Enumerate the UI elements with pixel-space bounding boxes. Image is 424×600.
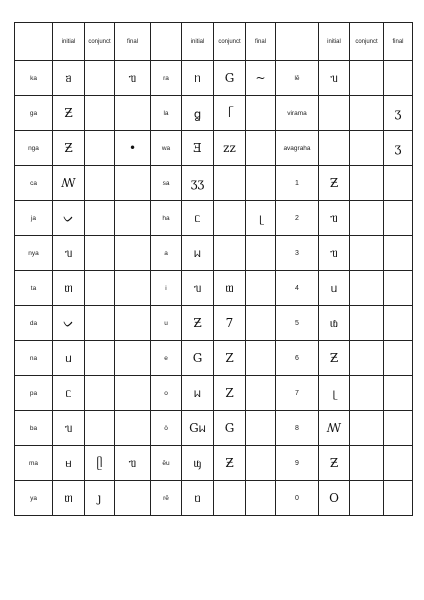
- row-label: ya: [15, 481, 53, 516]
- glyph-cell: [246, 166, 276, 201]
- row-label: lĕ: [276, 61, 319, 96]
- column-header: initial: [182, 23, 214, 61]
- glyph-cell: [85, 341, 115, 376]
- script-table: [14, 22, 413, 516]
- glyph-cell: ᨆ: [53, 201, 85, 236]
- table-row: [15, 341, 413, 376]
- glyph-cell: [246, 481, 276, 516]
- row-label: pa: [15, 376, 53, 411]
- glyph-cell: ᥕ: [182, 236, 214, 271]
- glyph-cell: [246, 341, 276, 376]
- glyph-cell: ᥙ: [319, 271, 350, 306]
- row-label: ca: [15, 166, 53, 201]
- row-label: u: [151, 306, 182, 341]
- glyph-cell: [350, 271, 384, 306]
- glyph-cell: Ƶ: [319, 446, 350, 481]
- glyph-cell: ꬶ: [182, 96, 214, 131]
- glyph-cell: [384, 481, 413, 516]
- glyph-cell: [115, 271, 151, 306]
- glyph-cell: ᥛ: [53, 446, 85, 481]
- table-row: [15, 236, 413, 271]
- column-header: conjunct: [85, 23, 115, 61]
- glyph-cell: ᥔ: [319, 61, 350, 96]
- row-label: 5: [276, 306, 319, 341]
- glyph-cell: ᥒ: [182, 61, 214, 96]
- glyph-cell: [384, 61, 413, 96]
- row-label: e: [151, 341, 182, 376]
- row-label: 1: [276, 166, 319, 201]
- glyph-cell: [350, 376, 384, 411]
- row-label: ta: [15, 271, 53, 306]
- glyph-cell: [85, 166, 115, 201]
- table-row: [15, 201, 413, 236]
- glyph-cell: [319, 96, 350, 131]
- table-row: [15, 411, 413, 446]
- glyph-cell: [246, 446, 276, 481]
- table-row: [15, 131, 413, 166]
- glyph-cell: [115, 411, 151, 446]
- glyph-cell: ᥓ: [115, 446, 151, 481]
- row-label: la: [151, 96, 182, 131]
- table-row: [15, 376, 413, 411]
- table-row: [15, 96, 413, 131]
- glyph-cell: ᥕ: [182, 376, 214, 411]
- glyph-cell: [115, 341, 151, 376]
- glyph-cell: 7: [214, 306, 246, 341]
- glyph-cell: [115, 166, 151, 201]
- glyph-cell: [350, 411, 384, 446]
- glyph-cell: [384, 201, 413, 236]
- row-label: sa: [151, 166, 182, 201]
- glyph-cell: ~: [246, 61, 276, 96]
- row-label: na: [15, 341, 53, 376]
- row-label: da: [15, 306, 53, 341]
- glyph-cell: ᥨ: [319, 376, 350, 411]
- row-label: virama: [276, 96, 319, 131]
- column-header: initial: [53, 23, 85, 61]
- glyph-cell: ᥨ: [246, 201, 276, 236]
- glyph-cell: •: [115, 131, 151, 166]
- glyph-cell: [384, 166, 413, 201]
- glyph-cell: ᥓ: [319, 236, 350, 271]
- glyph-cell: [85, 306, 115, 341]
- column-header: final: [115, 23, 151, 61]
- glyph-cell: [115, 236, 151, 271]
- glyph-cell: ᥑ: [53, 61, 85, 96]
- glyph-cell: [246, 306, 276, 341]
- glyph-cell: ʒ: [384, 96, 413, 131]
- column-header: [276, 23, 319, 61]
- row-label: ĕu: [151, 446, 182, 481]
- glyph-cell: ʒ: [384, 131, 413, 166]
- glyph-cell: [85, 201, 115, 236]
- glyph-cell: [384, 341, 413, 376]
- glyph-cell: [85, 131, 115, 166]
- glyph-cell: [350, 96, 384, 131]
- glyph-cell: [85, 96, 115, 131]
- glyph-cell: [115, 306, 151, 341]
- glyph-cell: Ǝ: [182, 131, 214, 166]
- row-label: ga: [15, 96, 53, 131]
- glyph-cell: [214, 166, 246, 201]
- glyph-cell: [384, 446, 413, 481]
- glyph-cell: [350, 61, 384, 96]
- row-label: ja: [15, 201, 53, 236]
- glyph-cell: [350, 131, 384, 166]
- glyph-cell: [350, 481, 384, 516]
- row-label: 7: [276, 376, 319, 411]
- table-row: [15, 306, 413, 341]
- glyph-cell: ᥫ: [85, 446, 115, 481]
- row-label: a: [151, 236, 182, 271]
- row-label: i: [151, 271, 182, 306]
- column-header: final: [246, 23, 276, 61]
- glyph-cell: ᥓ: [319, 201, 350, 236]
- row-label: wa: [151, 131, 182, 166]
- glyph-cell: [85, 236, 115, 271]
- column-header: [15, 23, 53, 61]
- glyph-cell: [214, 236, 246, 271]
- row-label: 8: [276, 411, 319, 446]
- row-label: nya: [15, 236, 53, 271]
- glyph-cell: Ƶ: [214, 446, 246, 481]
- row-label: 4: [276, 271, 319, 306]
- table-row: [15, 271, 413, 306]
- glyph-cell: [246, 236, 276, 271]
- glyph-cell: G: [214, 61, 246, 96]
- glyph-cell: ᥙ: [53, 341, 85, 376]
- glyph-cell: ᥴ: [182, 201, 214, 236]
- column-header: [151, 23, 182, 61]
- row-label: ma: [15, 446, 53, 481]
- glyph-cell: [384, 271, 413, 306]
- glyph-cell: ᥔ: [182, 271, 214, 306]
- glyph-cell: Ƶ: [319, 341, 350, 376]
- glyph-cell: [384, 306, 413, 341]
- glyph-cell: ᥗ: [214, 271, 246, 306]
- column-header: conjunct: [214, 23, 246, 61]
- glyph-cell: ȷ: [85, 481, 115, 516]
- row-label: o: [151, 376, 182, 411]
- table-row: [15, 481, 413, 516]
- glyph-cell: [214, 201, 246, 236]
- glyph-cell: ᨆ: [53, 306, 85, 341]
- glyph-cell: [85, 411, 115, 446]
- glyph-cell: [350, 341, 384, 376]
- row-label: ra: [151, 61, 182, 96]
- glyph-cell: ᥜ: [182, 446, 214, 481]
- glyph-cell: G: [182, 341, 214, 376]
- table-body: [15, 23, 413, 516]
- row-label: 3: [276, 236, 319, 271]
- row-label: 6: [276, 341, 319, 376]
- glyph-cell: [246, 96, 276, 131]
- glyph-cell: G: [214, 411, 246, 446]
- glyph-cell: O: [319, 481, 350, 516]
- glyph-cell: [350, 306, 384, 341]
- glyph-cell: [214, 481, 246, 516]
- glyph-cell: ᥖ: [53, 271, 85, 306]
- row-label: nga: [15, 131, 53, 166]
- row-label: rĕ: [151, 481, 182, 516]
- glyph-cell: ᥖ: [53, 481, 85, 516]
- glyph-cell: ᥝ: [182, 481, 214, 516]
- glyph-cell: [384, 236, 413, 271]
- glyph-cell: [85, 61, 115, 96]
- glyph-cell: ᥓ: [115, 61, 151, 96]
- glyph-cell: [246, 411, 276, 446]
- glyph-cell: [246, 271, 276, 306]
- glyph-cell: ꟿ: [319, 411, 350, 446]
- row-label: 9: [276, 446, 319, 481]
- glyph-cell: [115, 376, 151, 411]
- glyph-cell: Ƶ: [182, 306, 214, 341]
- table-row: [15, 166, 413, 201]
- glyph-cell: Ƶ: [319, 166, 350, 201]
- glyph-cell: ᥚ: [319, 306, 350, 341]
- glyph-cell: ᴢᴢ: [214, 131, 246, 166]
- glyph-cell: Z: [214, 341, 246, 376]
- header-row: [15, 23, 413, 61]
- glyph-cell: Ƶ: [53, 96, 85, 131]
- glyph-cell: [350, 166, 384, 201]
- glyph-cell: [115, 96, 151, 131]
- table-row: [15, 61, 413, 96]
- script-table-sheet: [14, 22, 413, 516]
- glyph-cell: [115, 481, 151, 516]
- column-header: final: [384, 23, 413, 61]
- column-header: conjunct: [350, 23, 384, 61]
- glyph-cell: [350, 236, 384, 271]
- glyph-cell: ᥬ: [214, 96, 246, 131]
- row-label: ba: [15, 411, 53, 446]
- row-label: avagraha: [276, 131, 319, 166]
- glyph-cell: [350, 201, 384, 236]
- glyph-cell: ᥴ: [53, 376, 85, 411]
- glyph-cell: Z: [214, 376, 246, 411]
- table-row: [15, 446, 413, 481]
- glyph-cell: ꟿ: [53, 166, 85, 201]
- row-label: ka: [15, 61, 53, 96]
- glyph-cell: [384, 376, 413, 411]
- glyph-cell: ʒʒ: [182, 166, 214, 201]
- glyph-cell: Ƶ: [53, 131, 85, 166]
- row-label: ha: [151, 201, 182, 236]
- glyph-cell: [85, 271, 115, 306]
- glyph-cell: [246, 376, 276, 411]
- glyph-cell: ᥔ: [53, 411, 85, 446]
- column-header: initial: [319, 23, 350, 61]
- glyph-cell: [115, 201, 151, 236]
- glyph-cell: [246, 131, 276, 166]
- glyph-cell: Gᥕ: [182, 411, 214, 446]
- row-label: ö: [151, 411, 182, 446]
- glyph-cell: [319, 131, 350, 166]
- glyph-cell: [350, 446, 384, 481]
- glyph-cell: [384, 411, 413, 446]
- row-label: 0: [276, 481, 319, 516]
- glyph-cell: [85, 376, 115, 411]
- glyph-cell: ᥔ: [53, 236, 85, 271]
- row-label: 2: [276, 201, 319, 236]
